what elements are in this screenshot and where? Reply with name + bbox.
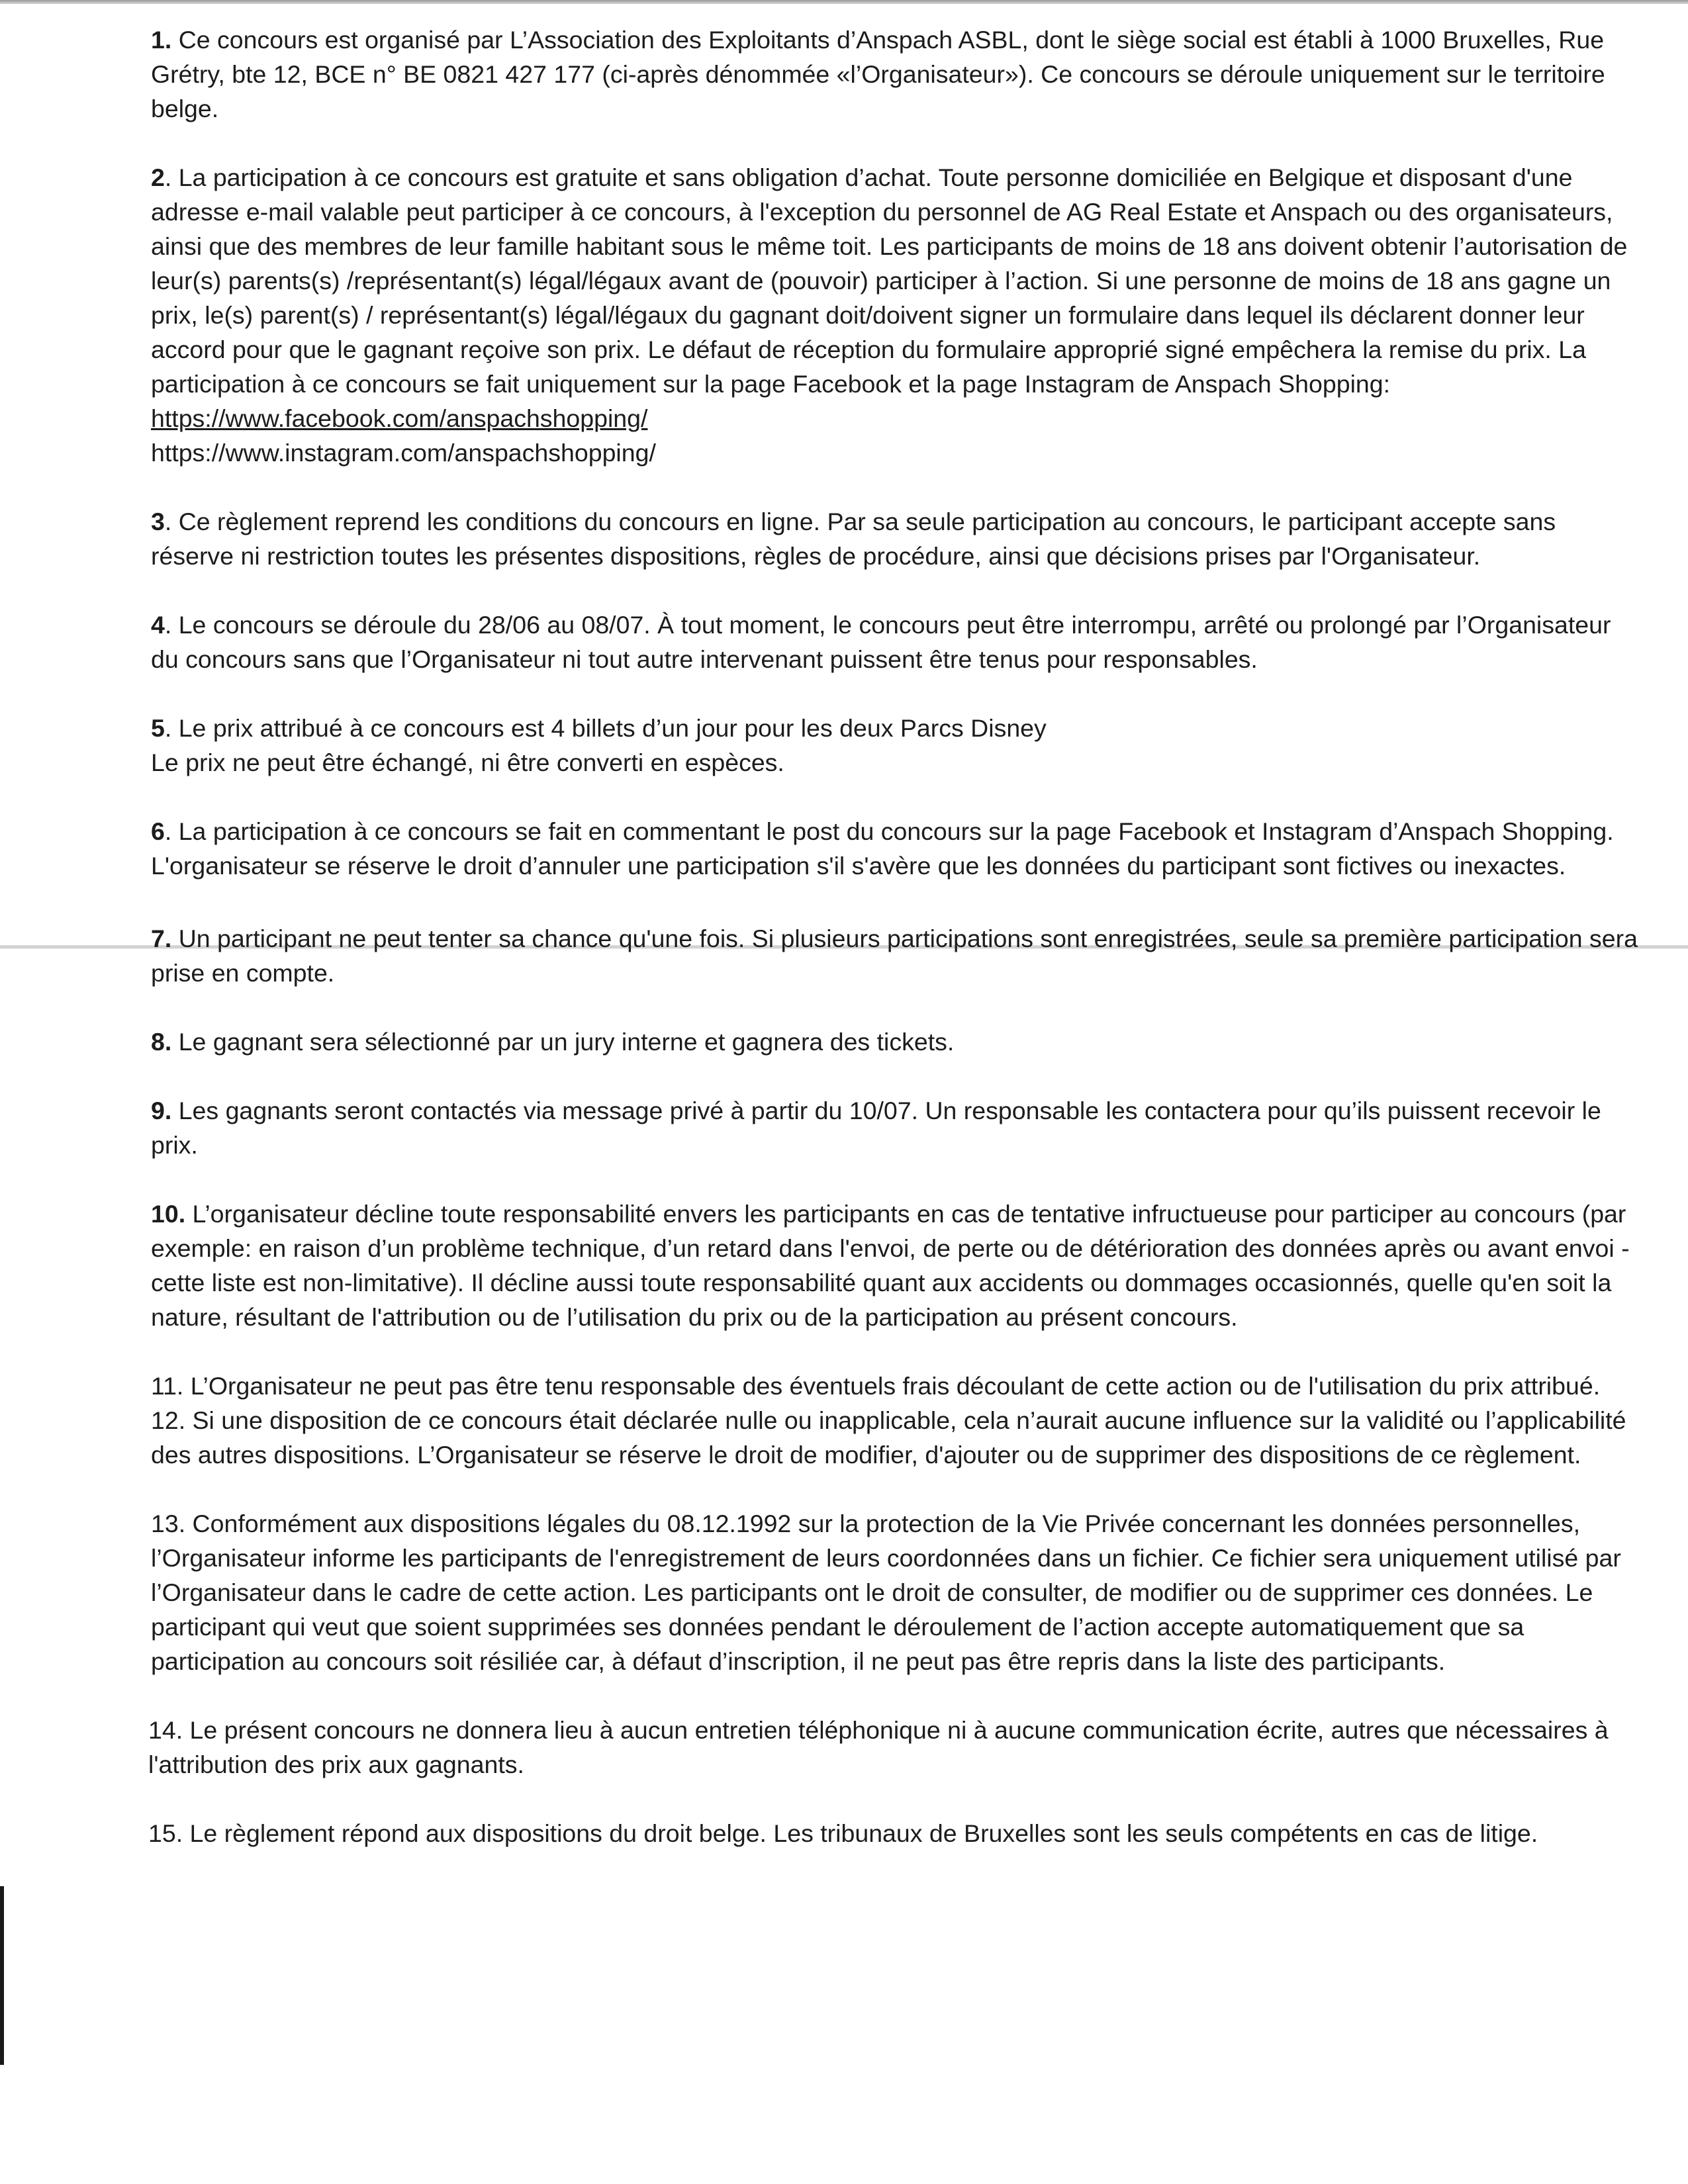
paragraph-number: 8. [151, 1028, 172, 1056]
paragraph-text: 15. Le règlement répond aux dispositions du droit belge. Les tribunaux de Bruxelles sont les seuls compétents en cas de litige. [148, 1819, 1538, 1847]
paragraph-3 [151, 504, 1640, 573]
paragraph-1 [151, 23, 1640, 126]
paragraph-13 [151, 1506, 1640, 1678]
paragraph-9 [151, 1093, 1640, 1162]
paragraph-text: Le gagnant sera sélectionné par un jury interne et gagnera des tickets. [171, 1028, 955, 1056]
paragraph-number: 1. [151, 26, 172, 54]
paragraph-number: 3 [151, 508, 165, 535]
facebook-link[interactable]: https://www.facebook.com/anspachshopping/ [151, 404, 648, 432]
paragraph-4 [151, 608, 1640, 676]
instagram-url: https://www.instagram.com/anspachshopping/ [151, 439, 656, 467]
paragraph-number: 5 [151, 714, 165, 742]
paragraph-12 [151, 1403, 1640, 1472]
paragraph-text: . La participation à ce concours est gratuite et sans obligation d’achat. Toute personne domiciliée en Belgique et disposant d'une adresse e-mail valable peut participer à ce concours, à l'exception du personnel de AG Real Estate et Anspach ou des organisateurs, ainsi que des membres de leur famille habitant sous le même toit. Les participants de moins de 18 ans doivent obtenir l’autorisation de leur(s) parents(s) /représentant(s) légal/légaux avant de (pouvoir) participer à l’action. Si une personne de moins de 18 ans gagne un prix, le(s) parent(s) / représentant(s) légal/légaux du gagnant doit/doivent signer un formulaire dans lequel ils déclarent donner leur accord pour que le gagnant reçoive son prix. Le défaut de réception du formulaire approprié signé empêchera la remise du prix. La participation à ce concours se fait uniquement sur la page Facebook et la page Instagram de Anspach Shopping: [151, 163, 1628, 398]
paragraph-10 [151, 1197, 1640, 1334]
paragraph-15 [148, 1816, 1640, 1850]
paragraph-7 [151, 921, 1640, 990]
paragraph-number: 10. [151, 1200, 186, 1228]
paragraph-text: 14. Le présent concours ne donnera lieu à aucun entretien téléphonique ni à aucune communication écrite, autres que nécessaires à l'attribution des prix aux gagnants. [148, 1716, 1609, 1778]
paragraph-text: . Ce règlement reprend les conditions du concours en ligne. Par sa seule participation au concours, le participant accepte sans réserve ni restriction toutes les présentes dispositions, règles de procédure, ainsi que décisions prises par l'Organisateur. [151, 508, 1556, 570]
paragraph-14 [148, 1713, 1640, 1782]
paragraph-5 [151, 711, 1640, 780]
paragraph-text: Ce concours est organisé par L’Association des Exploitants d’Anspach ASBL, dont le siège social est établi à 1000 Bruxelles, Rue Grétry, bte 12, BCE n° BE 0821 427 177 (ci-après dénommée «l’Organisateur»). Ce concours se déroule uniquement sur le territoire belge. [151, 26, 1605, 122]
paragraph-11 [151, 1369, 1640, 1403]
paragraph-text-line-2: Le prix ne peut être échangé, ni être converti en espèces. [151, 749, 784, 776]
paragraph-text: Les gagnants seront contactés via message privé à partir du 10/07. Un responsable les contactera pour qu’ils puissent recevoir le prix. [151, 1097, 1601, 1159]
paragraph-text: 12. Si une disposition de ce concours était déclarée nulle ou inapplicable, cela n’aurait aucune influence sur la validité ou l’applicabilité des autres dispositions. L’Organisateur se réserve le droit de modifier, d'ajouter ou de supprimer des dispositions de ce règlement. [151, 1406, 1626, 1469]
paragraph-text: L’organisateur décline toute responsabilité envers les participants en cas de tentative infructueuse pour participer au concours (par exemple: en raison d’un problème technique, d’un retard dans l'envoi, de perte ou de détérioration des données après ou avant envoi - cette liste est non-limitative). Il décline aussi toute responsabilité quant aux accidents ou dommages occasionnés, quelle qu'en soit la nature, résultant de l'attribution ou de l’utilisation du prix ou de la participation au présent concours. [151, 1200, 1630, 1331]
paragraph-number: 7. [151, 925, 172, 952]
paragraph-text: . Le prix attribué à ce concours est 4 billets d’un jour pour les deux Parcs Disney [164, 714, 1047, 742]
paragraph-2 [151, 160, 1640, 470]
paragraph-6 [151, 814, 1640, 883]
paragraph-text: . Le concours se déroule du 28/06 au 08/07. À tout moment, le concours peut être interrompu, arrêté ou prolongé par l’Organisateur du concours sans que l’Organisateur ni tout autre intervenant puissent être tenus pour responsables. [151, 611, 1611, 673]
left-margin-bar [0, 1886, 4, 2065]
rules-document [148, 23, 1640, 1885]
top-divider [0, 0, 1688, 4]
paragraph-text: . La participation à ce concours se fait en commentant le post du concours sur la page Facebook et Instagram d’Anspach Shopping. L'organisateur se réserve le droit d’annuler une participation s'il s'avère que les données du participant sont fictives ou inexactes. [151, 817, 1614, 880]
paragraph-number: 6 [151, 817, 165, 845]
paragraph-number: 4 [151, 611, 165, 639]
paragraph-text: 11. L’Organisateur ne peut pas être tenu responsable des éventuels frais découlant de cette action ou de l'utilisation du prix attribué. [151, 1372, 1601, 1400]
paragraph-8 [151, 1024, 1640, 1059]
paragraph-text: 13. Conformément aux dispositions légales du 08.12.1992 sur la protection de la Vie Privée concernant les données personnelles, l’Organisateur informe les participants de l'enregistrement de leurs coordonnées dans un fichier. Ce fichier sera uniquement utilisé par l’Organisateur dans le cadre de cette action. Les participants ont le droit de consulter, de modifier ou de supprimer ces données. Le participant qui veut que soient supprimées ses données pendant le déroulement de l’action accepte automatiquement que sa participation au concours soit résiliée car, à défaut d’inscription, il ne peut pas être repris dans la liste des participants. [151, 1510, 1621, 1675]
paragraph-number: 2 [151, 163, 165, 191]
paragraph-number: 9. [151, 1097, 172, 1124]
paragraph-text: Un participant ne peut tenter sa chance qu'une fois. Si plusieurs participations sont enregistrées, seule sa première participation sera prise en compte. [151, 925, 1638, 987]
